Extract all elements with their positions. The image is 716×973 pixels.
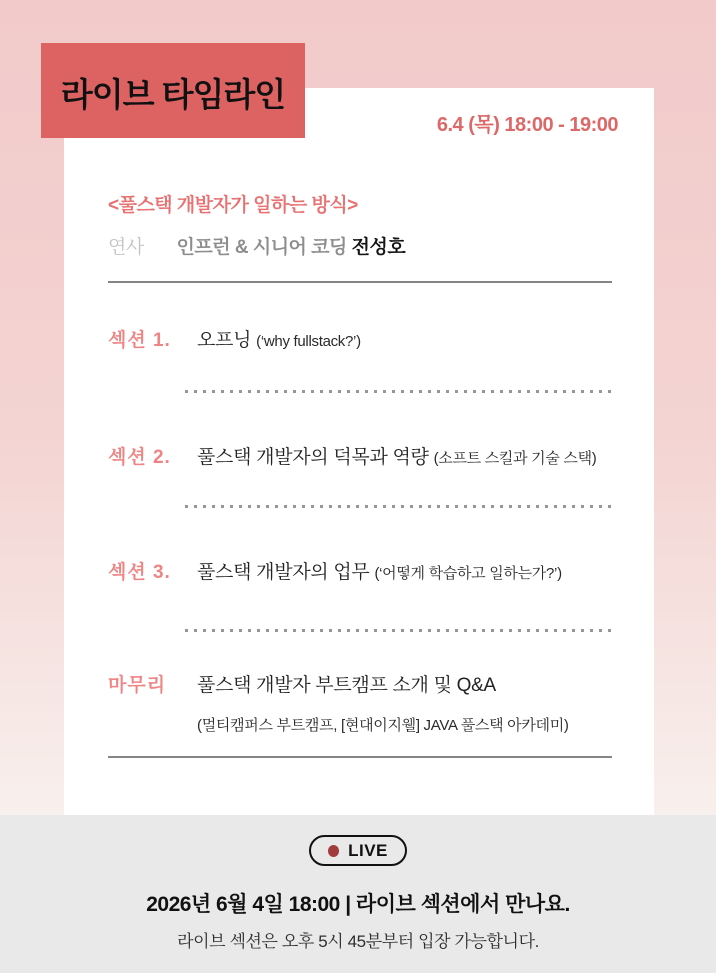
section-label: 마무리 [108, 675, 167, 696]
session-title: <풀스택 개발자가 일하는 방식> [108, 195, 358, 216]
live-dot-icon [328, 845, 339, 857]
footer-band [0, 815, 716, 973]
timeline-row-closing [108, 670, 618, 735]
timeline-row-section-1 [108, 325, 618, 352]
section-title: 풀스택 개발자의 업무 [197, 562, 370, 583]
footer-main-line: 2026년 6월 4일 18:00 | 라이브 섹션에서 만나요. [146, 893, 570, 916]
timeline-row-section-3 [108, 557, 618, 584]
divider-top [108, 281, 612, 283]
live-badge [309, 835, 407, 866]
section-content [197, 557, 562, 584]
dotted-divider [185, 505, 616, 508]
section-title: 풀스택 개발자 부트캠프 소개 및 Q&A [197, 675, 496, 696]
section-label: 섹션 1. [108, 330, 171, 351]
section-detail: (‘why fullstack?’) [256, 333, 361, 350]
speaker-affiliation: 인프런 & 시니어 코딩 [176, 237, 347, 258]
section-content [197, 442, 596, 469]
timeline-card [64, 88, 654, 815]
section-label: 섹션 3. [108, 562, 171, 583]
section-title: 오프닝 [197, 330, 252, 351]
page-title: 라이브 타임라인 [60, 76, 286, 113]
speaker-row [108, 232, 618, 259]
speaker-name: 전성호 [351, 237, 406, 258]
page-title-box [41, 43, 305, 138]
timeline-row-section-2 [108, 442, 618, 469]
section-detail: (소프트 스킬과 기술 스택) [433, 450, 597, 467]
section-detail: (‘어떻게 학습하고 일하는가?’) [374, 565, 562, 582]
divider-bottom [108, 756, 612, 758]
section-label: 섹션 2. [108, 447, 171, 468]
event-datetime: 6.4 (목) 18:00 - 19:00 [436, 114, 618, 136]
footer-sub-line: 라이브 섹션은 오후 5시 45분부터 입장 가능합니다. [177, 932, 539, 951]
dotted-divider [185, 629, 616, 632]
live-badge-label: LIVE [348, 841, 388, 860]
section-subline: (멀티캠퍼스 부트캠프, [현대이지웰] JAVA 풀스택 아카데미) [197, 717, 569, 734]
dotted-divider [185, 390, 616, 393]
section-title: 풀스택 개발자의 덕목과 역량 [197, 447, 429, 468]
section-content [197, 670, 569, 735]
speaker-label: 연사 [108, 237, 144, 258]
section-content [197, 325, 361, 352]
